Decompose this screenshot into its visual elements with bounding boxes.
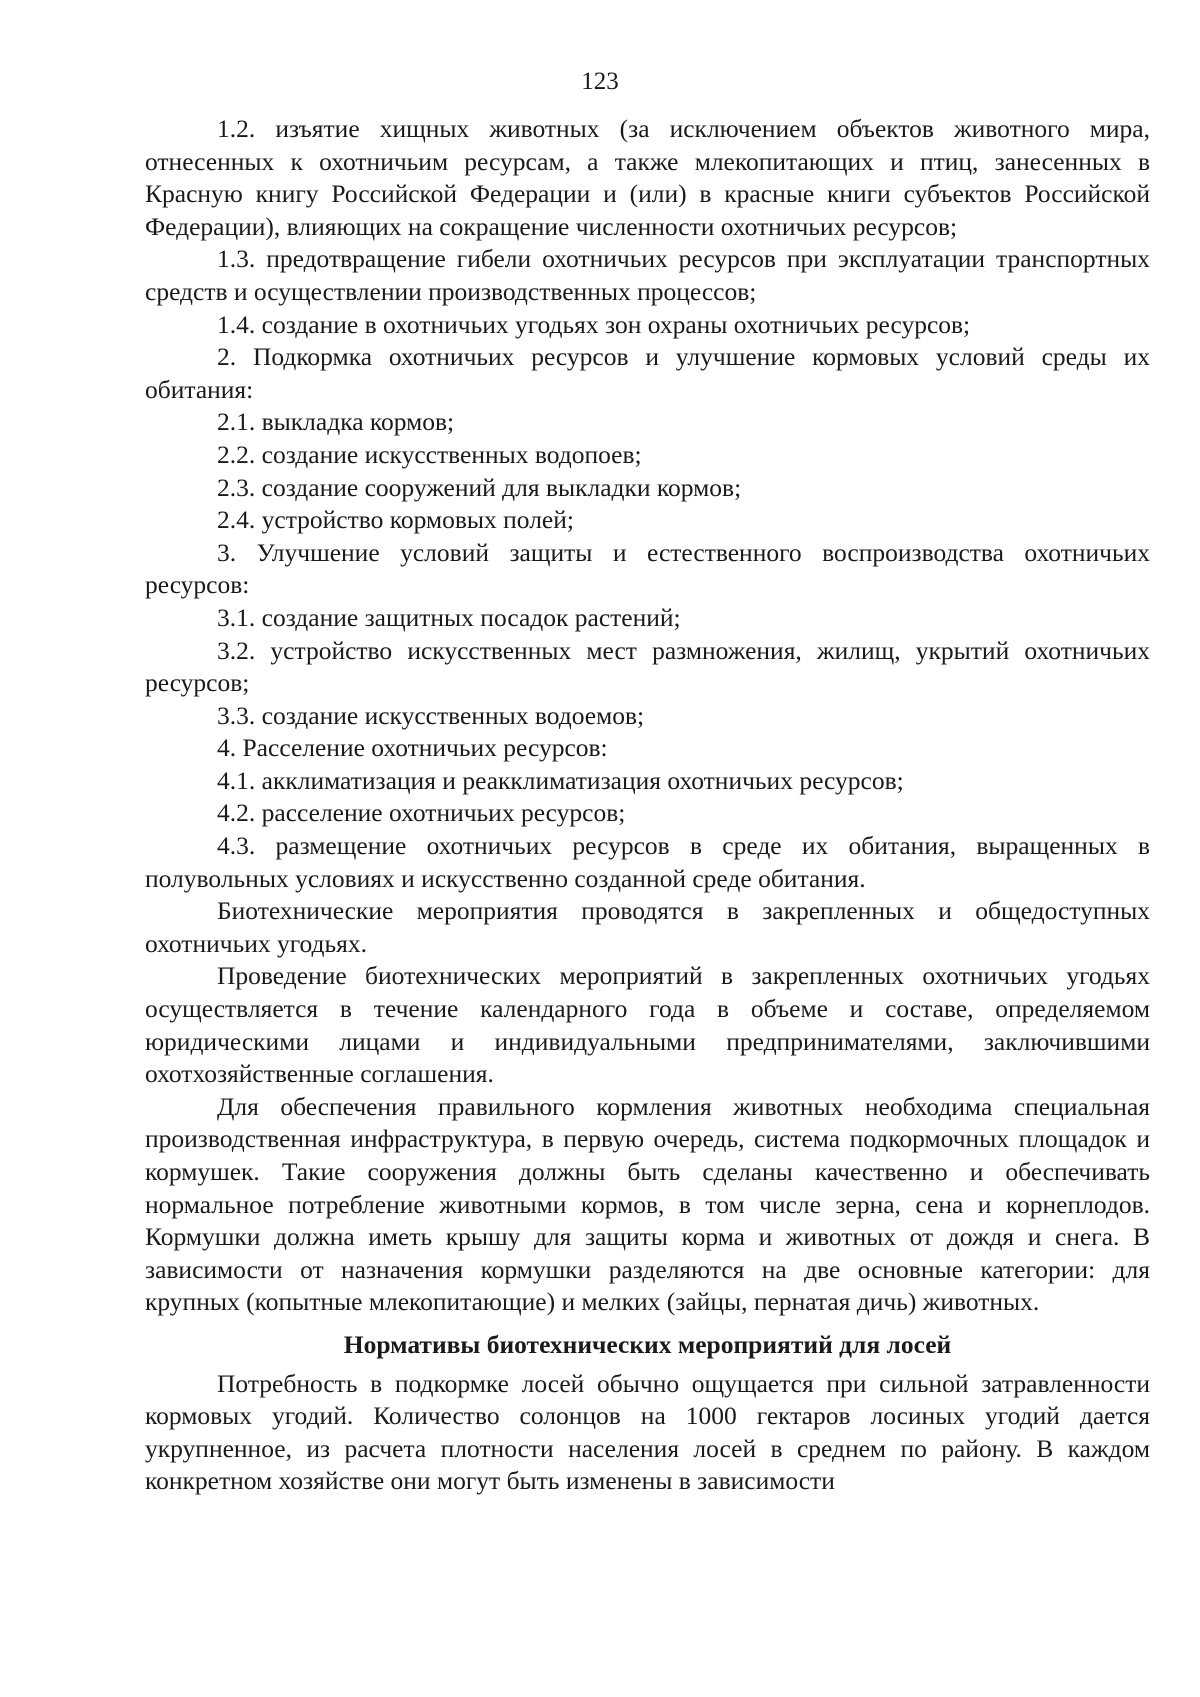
section-heading: Нормативы биотехнических мероприятий для лосей [343,1329,952,1359]
paragraph-2-4: 2.4. устройство кормовых полей; [217,505,574,535]
paragraph-2-1: 2.1. выкладка кормов; [217,407,455,437]
paragraph-biotech-schedule: Проведение биотехнических мероприятий в закрепленных охотничьих угодьях осуществляется в течение календарного года в объеме и составе, определяемом юридическими лицами и индивидуальными предпринимателями, заключившими охотхозяйственные соглашения. [145,961,1150,1089]
document-body [145,113,1150,1498]
paragraph-4-2: 4.2. расселение охотничьих ресурсов; [217,798,626,828]
paragraph-1-4: 1.4. создание в охотничьих угодьях зон охраны охотничьих ресурсов; [217,309,971,339]
paragraph-2: 2. Подкормка охотничьих ресурсов и улучшение кормовых условий среды их обитания: [145,342,1150,404]
page-number: 123 [581,68,619,95]
paragraph-biotech-location: Биотехнические мероприятия проводятся в закрепленных и общедоступных охотничьих угодьях. [145,896,1150,958]
paragraph-2-2: 2.2. создание искусственных водопоев; [217,439,642,469]
paragraph-moose-feeding: Потребность в подкормке лосей обычно ощущается при сильной затравленности кормовых угодий. Количество солонцов на 1000 гектаров лосиных угодий дается укрупненное, из расчета плотности населения лосей в среднем по району. В каждом конкретном хозяйстве они могут быть изменены в зависимости [145,1368,1150,1496]
paragraph-3: 3. Улучшение условий защиты и естественного воспроизводства охотничьих ресурсов: [145,537,1150,600]
paragraph-3-3: 3.3. создание искусственных водоемов; [217,700,645,730]
paragraph-2-3: 2.3. создание сооружений для выкладки кормов; [217,472,742,502]
paragraph-3-1: 3.1. создание защитных посадок растений; [217,602,681,632]
paragraph-3-2: 3.2. устройство искусственных мест размножения, жилищ, укрытий охотничьих ресурсов; [145,635,1150,698]
paragraph-1-3: 1.3. предотвращение гибели охотничьих ресурсов при эксплуатации транспортных средств и осуществлении производственных процессов; [145,244,1150,306]
paragraph-4: 4. Расселение охотничьих ресурсов: [217,733,608,763]
paragraph-feeding-infrastructure: Для обеспечения правильного кормления животных необходима специальная производственная инфраструктура, в первую очередь, система подкормочных площадок и кормушек. Такие сооружения должны быть сделаны качественно и обеспечивать нормальное потребление животными кормов, в том числе зерна, сена и корнеплодов. Кормушки должна иметь крышу для защиты корма и животных от дождя и снега. В зависимости от назначения кормушки разделяются на две основные категории: для крупных (копытные млекопитающие) и мелких (зайцы, пернатая дичь) животных. [145,1091,1150,1317]
paragraph-4-1: 4.1. акклиматизация и реакклиматизация охотничьих ресурсов; [217,765,904,795]
paragraph-4-3: 4.3. размещение охотничьих ресурсов в среде их обитания, выращенных в полувольных условиях и искусственно созданной среде обитания. [145,831,1150,893]
paragraph-1-2: 1.2. изъятие хищных животных (за исключением объектов животного мира, отнесенных к охотничьим ресурсам, а также млекопитающих и птиц, занесенных в Красную книгу Российской Федерации и (или) в красные книги субъектов Российской Федерации), влияющих на сокращение численности охотничьих ресурсов; [145,114,1150,241]
